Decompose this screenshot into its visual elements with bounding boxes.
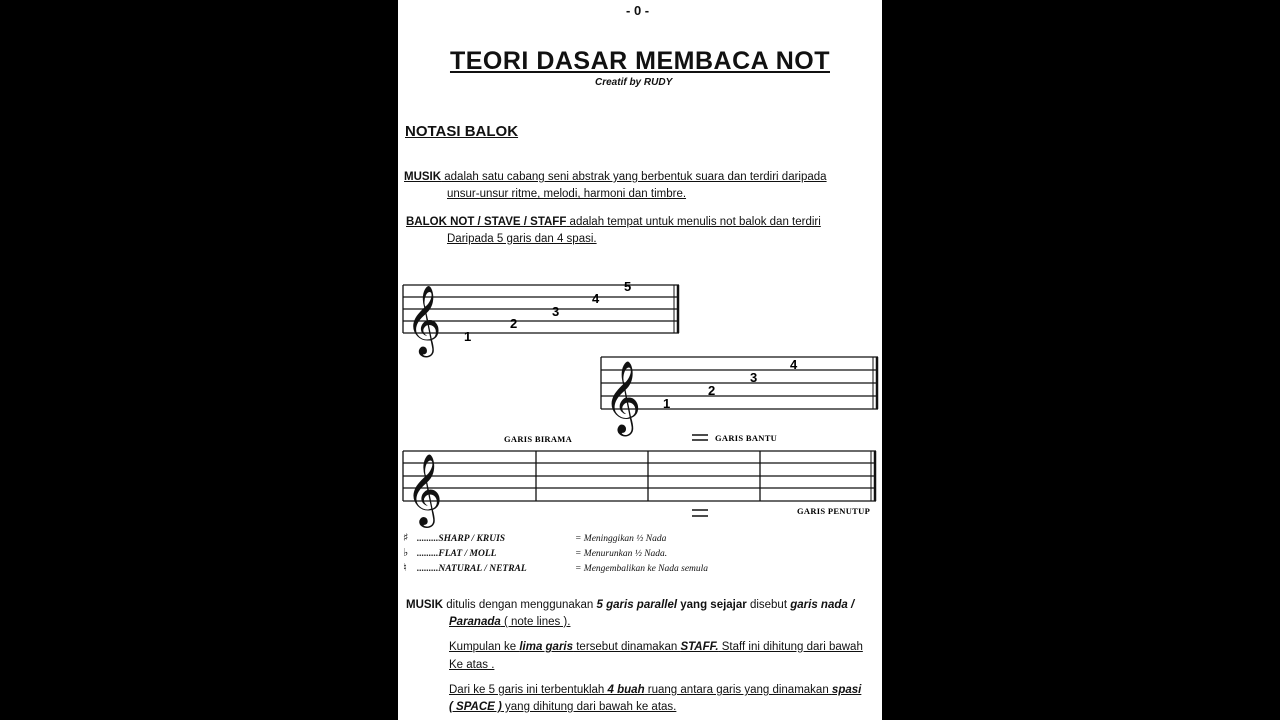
musik-definition-line2: unsur-unsur ritme, melodi, harmoni dan timbre. xyxy=(447,188,687,200)
page-number: - 0 - xyxy=(626,3,650,18)
space-number-2: 2 xyxy=(708,383,716,398)
staff-paragraph-line2: Ke atas . xyxy=(449,659,495,671)
garis-bantu-label: GARIS BANTU xyxy=(715,433,778,443)
legend-flat-meaning: = Menurunkan ½ Nada. xyxy=(575,549,668,559)
space-paragraph-line1: Dari ke 5 garis ini terbentuklah 4 buah ruang antara garis yang dinamakan spasi xyxy=(449,684,862,696)
legend-sharp-name: .........SHARP / KRUIS xyxy=(417,534,506,544)
treble-clef-icon: 𝄞 xyxy=(604,360,642,433)
space-number-1: 1 xyxy=(663,396,671,411)
line-number-2: 2 xyxy=(510,316,518,331)
staff-lines-diagram xyxy=(403,279,679,357)
legend-natural-meaning: = Mengembalikan ke Nada semula xyxy=(575,564,709,574)
balok-definition-line1: BALOK NOT / STAVE / STAFF adalah tempat untuk menulis not balok dan terdiri xyxy=(406,216,821,228)
page-title: TEORI DASAR MEMBACA NOT xyxy=(449,47,830,75)
balok-term: BALOK NOT / STAVE / STAFF xyxy=(406,216,567,228)
space-paragraph-line2: ( SPACE ) yang dihitung dari bawah ke atas. xyxy=(449,701,677,713)
space-number-3: 3 xyxy=(750,370,758,385)
sharp-icon: ♯ xyxy=(403,531,409,544)
garis-penutup-label: GARIS PENUTUP xyxy=(797,506,871,516)
legend-sharp-meaning: = Meninggikan ½ Nada xyxy=(575,534,667,544)
musik-term: MUSIK xyxy=(404,171,442,183)
treble-clef-icon: 𝄞 xyxy=(406,285,442,355)
barlines-diagram xyxy=(403,433,876,528)
document-page xyxy=(398,0,882,720)
flat-icon: ♭ xyxy=(403,546,409,559)
line-number-1: 1 xyxy=(464,329,472,344)
staff-diagrams xyxy=(398,0,882,540)
garis-birama-label: GARIS BIRAMA xyxy=(504,434,573,444)
legend-natural-name: .........NATURAL / NETRAL xyxy=(417,564,527,574)
author-credit: Creatif by RUDY xyxy=(595,77,673,88)
natural-icon: ♮ xyxy=(403,561,407,574)
line-number-4: 4 xyxy=(592,291,600,306)
line-number-3: 3 xyxy=(552,304,560,319)
line-number-5: 5 xyxy=(624,279,632,294)
musik-paragraph-line1: MUSIK ditulis dengan menggunakan 5 garis parallel yang sejajar disebut garis nada / xyxy=(406,599,855,611)
musik-definition-line1: MUSIK adalah satu cabang seni abstrak yang berbentuk suara dan terdiri daripada xyxy=(404,171,827,183)
musik-paragraph-line2: Paranada ( note lines ). xyxy=(449,616,571,628)
balok-definition-line2: Daripada 5 garis dan 4 spasi. xyxy=(447,233,597,245)
space-number-4: 4 xyxy=(790,357,798,372)
legend-flat-name: .........FLAT / MOLL xyxy=(417,549,497,559)
section-heading: NOTASI BALOK xyxy=(405,123,519,140)
staff-paragraph-line1: Kumpulan ke lima garis tersebut dinamakan STAFF. Staff ini dihitung dari bawah xyxy=(449,641,863,653)
treble-clef-icon: 𝄞 xyxy=(406,452,443,525)
staff-spaces-diagram xyxy=(601,357,878,436)
